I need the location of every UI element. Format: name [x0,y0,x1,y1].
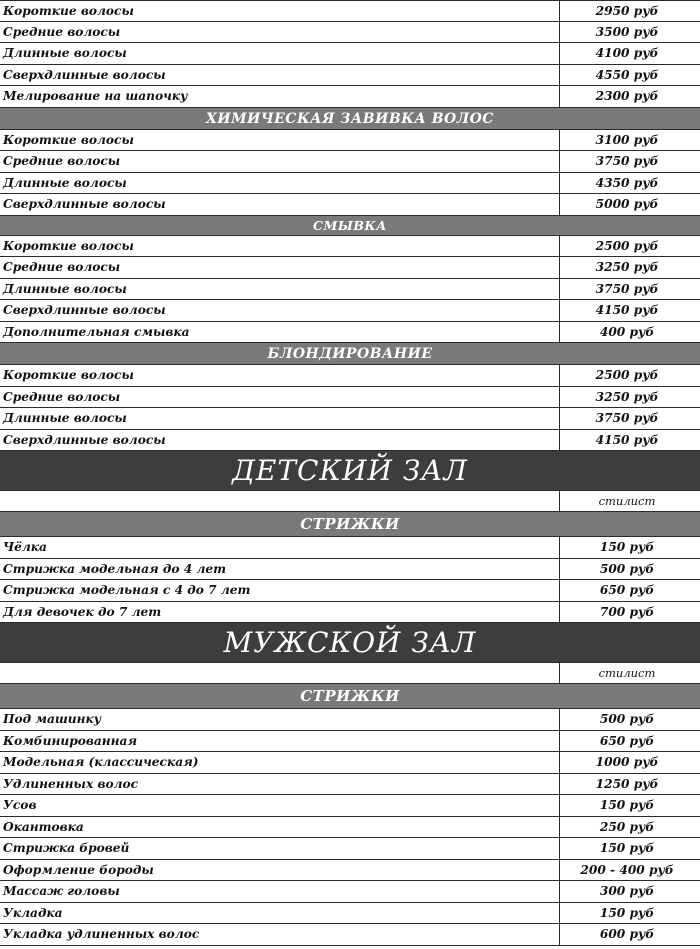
service-price: 3750 руб [595,281,659,296]
service-name: Удлиненных волос [0,774,560,795]
service-name: Мелирование на шапочку [0,86,560,107]
price-row [0,365,700,387]
service-name: Длинные волосы [0,279,560,300]
service-name: Чёлка [0,537,560,558]
price-row [0,817,700,839]
section-title: СМЫВКА [0,216,700,236]
price-row [0,173,700,195]
service-name: Усов [0,795,560,816]
service-name: Короткие волосы [0,365,560,386]
price-row [0,257,700,279]
service-price: 400 руб [599,324,655,339]
price-row [0,322,700,344]
price-row [0,860,700,882]
service-price: 4350 руб [595,175,659,190]
service-price: 3750 руб [595,411,659,425]
hall-title: ДЕТСКИЙ ЗАЛ [0,451,700,491]
service-price: 4100 руб [595,46,659,60]
service-name: Стрижка модельная с 4 до 7 лет [0,580,560,601]
stylist-header-spacer [0,663,560,683]
service-price: 250 руб [599,819,655,834]
service-name: Средние волосы [0,387,560,408]
price-row [0,795,700,817]
service-name: Сверхдлинные волосы [0,430,560,451]
service-name: Длинные волосы [0,408,560,429]
service-name: Стрижка модельная до 4 лет [0,559,560,580]
stylist-column-label: стилист [598,666,656,680]
price-row [0,22,700,44]
service-price: 2950 руб [595,4,659,18]
service-name: Сверхдлинные волосы [0,65,560,86]
service-price: 2500 руб [595,368,659,382]
price-row [0,731,700,753]
service-name: Дополнительная смывка [0,322,560,343]
price-row [0,387,700,409]
service-price: 3250 руб [595,260,659,274]
price-row [0,838,700,860]
price-row [0,903,700,925]
service-price: 1250 руб [595,776,659,791]
service-price: 150 руб [599,540,655,554]
service-price: 1000 руб [595,755,659,769]
service-name: Длинные волосы [0,43,560,64]
price-row [0,602,700,624]
service-price: 5000 руб [595,197,659,211]
price-row [0,43,700,65]
service-name: Для девочек до 7 лет [0,602,560,623]
service-price: 650 руб [599,733,655,748]
service-price: 150 руб [599,841,655,855]
service-name: Модельная (классическая) [0,752,560,773]
stylist-header-row [0,491,700,512]
service-price: 300 руб [599,884,655,898]
price-row [0,559,700,581]
price-row [0,130,700,152]
section-title: СТРИЖКИ [0,684,700,709]
service-price: 3750 руб [595,154,659,168]
price-row [0,752,700,774]
service-name: Укладка [0,903,560,924]
price-row [0,194,700,216]
service-name: Средние волосы [0,22,560,43]
service-name: Под машинку [0,709,560,730]
service-name: Комбинированная [0,731,560,752]
service-price: 2300 руб [595,89,659,103]
price-row [0,65,700,87]
service-name: Окантовка [0,817,560,838]
service-name: Средние волосы [0,151,560,172]
price-row [0,924,700,946]
price-row [0,709,700,731]
service-name: Оформление бороды [0,860,560,881]
service-price: 150 руб [599,798,655,812]
service-price: 200 - 400 руб [580,862,674,877]
section-title: СТРИЖКИ [0,512,700,537]
service-name: Сверхдлинные волосы [0,194,560,215]
stylist-column-label: стилист [598,494,656,508]
service-price: 500 руб [599,561,655,576]
service-name: Сверхдлинные волосы [0,300,560,321]
price-row [0,0,700,22]
price-row [0,236,700,258]
price-row [0,430,700,452]
price-row [0,86,700,108]
section-title: БЛОНДИРОВАНИЕ [0,343,700,365]
service-name: Короткие волосы [0,236,560,257]
service-price: 4550 руб [595,67,659,82]
service-name: Короткие волосы [0,130,560,151]
service-price: 3100 руб [595,132,659,147]
price-row [0,279,700,301]
service-name: Стрижка бровей [0,838,560,859]
service-price: 4150 руб [595,303,659,317]
service-price: 2500 руб [595,238,659,253]
price-row [0,151,700,173]
service-name: Короткие волосы [0,1,560,21]
price-row [0,881,700,903]
service-price: 650 руб [599,583,655,597]
hall-title: МУЖСКОЙ ЗАЛ [0,623,700,663]
service-name: Укладка удлиненных волос [0,924,560,945]
service-name: Массаж головы [0,881,560,902]
price-row [0,300,700,322]
service-price: 500 руб [599,712,655,726]
stylist-header-row [0,663,700,684]
service-price: 3250 руб [595,389,659,404]
service-name: Средние волосы [0,257,560,278]
price-row [0,580,700,602]
section-title: ХИМИЧЕСКАЯ ЗАВИВКА ВОЛОС [0,108,700,130]
service-price: 700 руб [599,604,655,619]
service-price: 3500 руб [595,24,659,39]
stylist-header-spacer [0,491,560,511]
price-row [0,408,700,430]
price-row [0,774,700,796]
service-price: 150 руб [599,905,655,920]
service-price: 600 руб [599,927,655,941]
service-name: Длинные волосы [0,173,560,194]
service-price: 4150 руб [595,432,659,447]
price-row [0,537,700,559]
